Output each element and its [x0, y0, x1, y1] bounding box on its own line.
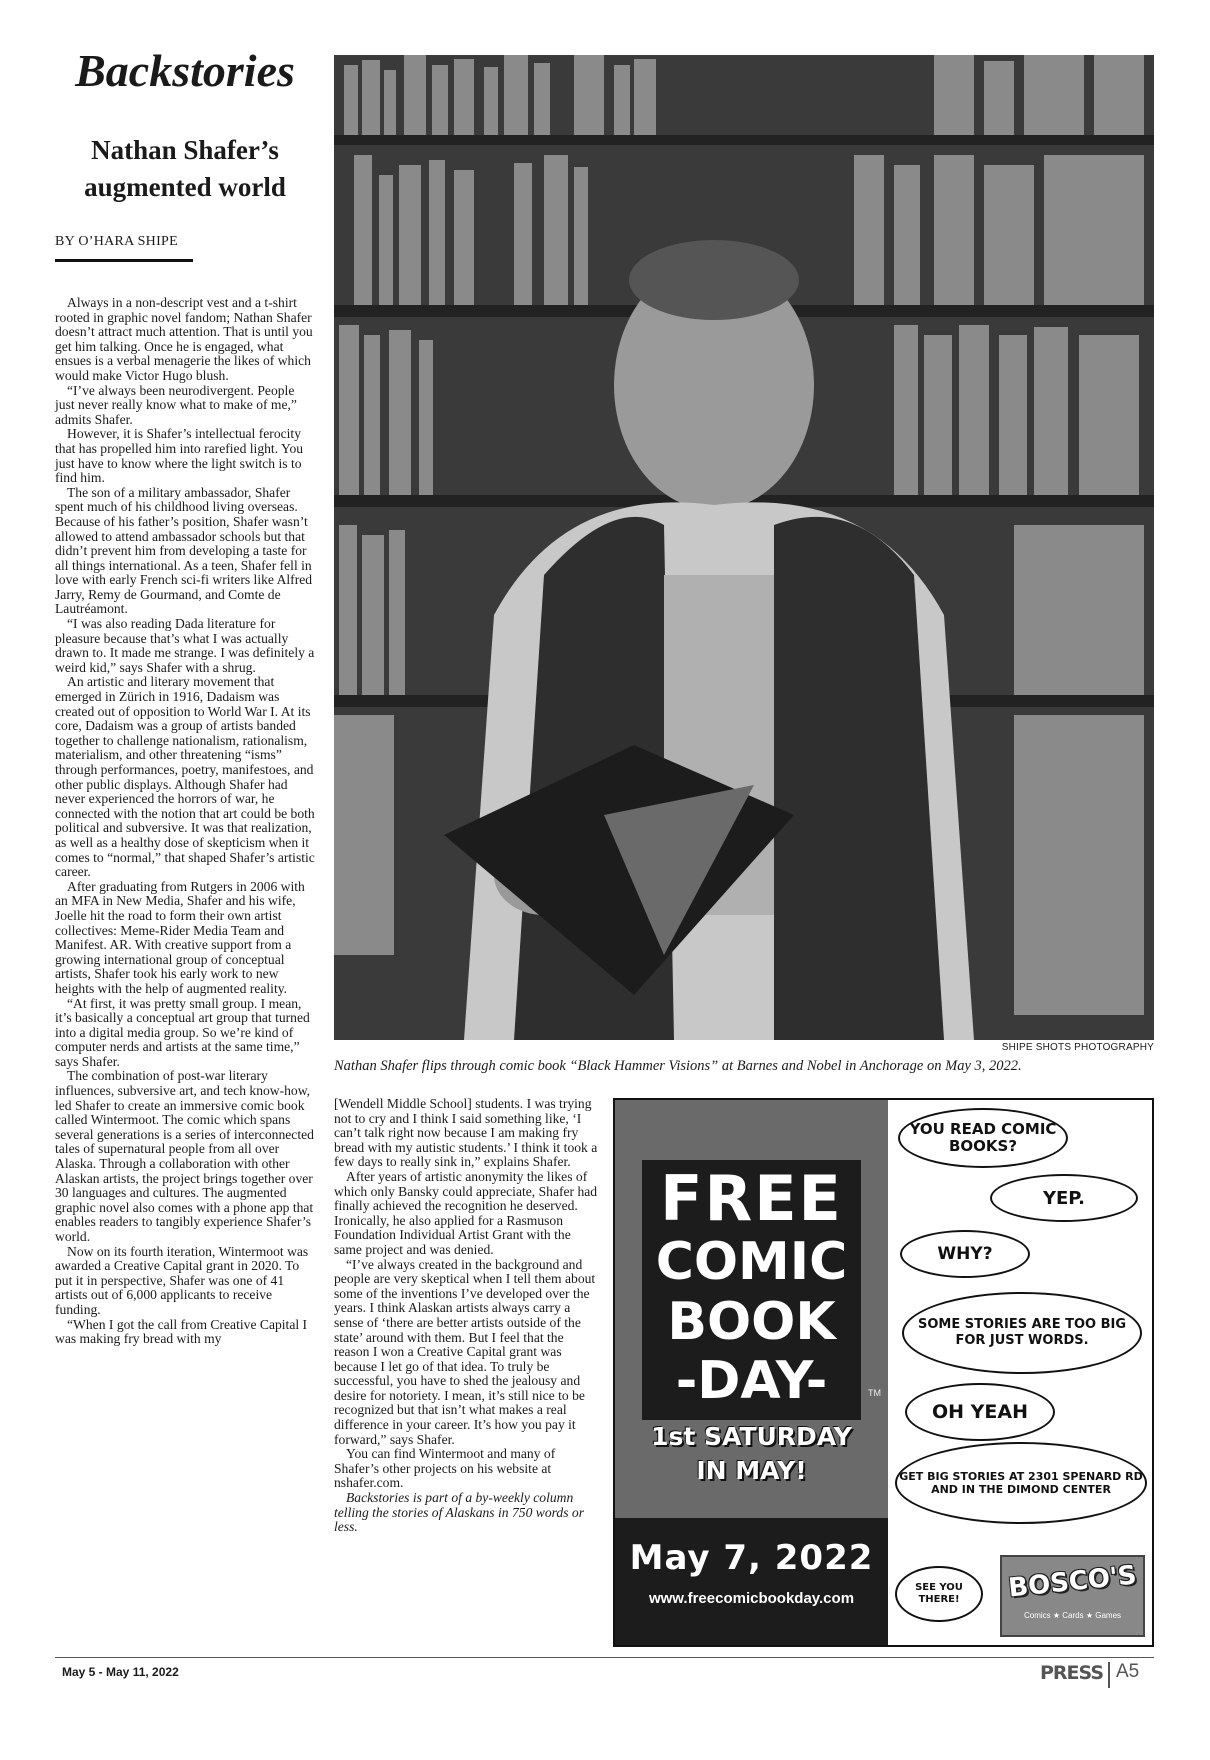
paragraph: Now on its fourth iteration, Wintermoot was awarded a Creative Capital grant in 2020. To put it in perspective, Shafer was one of 41 artists out of 6,000 applicants to receive funding.: [55, 1243, 309, 1317]
column-tagline: Backstories is part of a by-weekly column telling the stories of Alaskans in 750 words or less.: [334, 1490, 584, 1535]
boscos-logo: [1000, 1555, 1145, 1637]
paragraph: “I’ve always created in the background and people are very skeptical when I tell them about some of the inventions I’ve developed over the years. I think Alaskan artists always carry a sense of ‘there are better artists outside of the state’ around with them. But I feel that the reason I won a Creative Capital grant was because I let go of that idea. To truly be successful, you have to shed the jealousy and desire for notoriety. I mean, it’s still nice to be recognized but that isn’t what makes a real difference in your career. It’s how you pay it forward,” says Shafer.: [334, 1256, 596, 1447]
paragraph: The son of a military ambassador, Shafer spent much of his childhood living overseas. Because of his father’s position, Shafer wasn’t allowed to attend ambassador schools but that didn’t prevent him from developing a taste for all things international. As a teen, Shafer fell in love with early French sci-fi writers like Alfred Jarry, Remy de Gourmand, and Comte de Lautréamont.: [55, 484, 313, 617]
issue-date: May 5 - May 11, 2022: [62, 1665, 179, 1679]
ad-saturday-line-2: IN MAY!: [696, 1456, 807, 1485]
section-title: Backstories: [75, 45, 295, 96]
footer-rule: [55, 1657, 1154, 1658]
article-column-1: [55, 296, 317, 1347]
fcbd-line-4: -DAY-: [675, 1351, 828, 1411]
speech-bubble: SOME STORIES ARE TOO BIG FOR JUST WORDS.: [902, 1292, 1142, 1374]
ad-saturday: [615, 1420, 888, 1488]
paragraph: [Wendell Middle School] students. I was trying not to cry and I think I said something like, ‘I can’t talk right now because I am making fry bread with my autistic students.’ I think it took a few days to really sink in,” explains Shafer.: [334, 1096, 598, 1170]
speech-bubble: YOU READ COMIC BOOKS?: [898, 1108, 1068, 1168]
byline-rule: [55, 259, 193, 262]
page-number: A5: [1116, 1661, 1140, 1682]
fcbd-line-1: FREE: [660, 1162, 843, 1235]
fcbd-line-3: BOOK: [667, 1292, 836, 1352]
speech-bubble: SEE YOU THERE!: [895, 1566, 983, 1622]
fcbd-logo: [615, 1160, 888, 1420]
paragraph: “When I got the call from Creative Capital I was making fry bread with my: [55, 1316, 308, 1347]
speech-bubble: WHY?: [900, 1230, 1030, 1278]
trademark: TM: [868, 1388, 881, 1398]
speech-bubble: GET BIG STORIES AT 2301 SPENARD RD AND IN THE DIMOND CENTER: [895, 1442, 1147, 1524]
paragraph: The combination of post-war literary influences, subversive art, and tech know-how, led Shafer to create an immersive comic book called Wintermoot. The comic which spans several generations is a series of interconnected tales of supernatural people from all over Alaska. Through a collaboration with other Alaskan artists, the project brings together over 30 languages and cultures. The augmented graphic novel also comes with a phone app that enables readers to tangibly experience Shafer’s world.: [55, 1068, 314, 1244]
feature-photo: [334, 55, 1154, 1040]
paragraph: “I’ve always been neurodivergent. People just never really know what to make of me,” admits Shafer.: [55, 382, 297, 427]
ad-saturday-line-1: 1st SATURDAY: [651, 1422, 852, 1451]
photo-caption: Nathan Shafer flips through comic book “Black Hammer Visions” at Barnes and Nobel in Anchorage on May 3, 2022.: [334, 1058, 1022, 1074]
fcbd-line-2: COMIC: [655, 1232, 848, 1292]
paragraph: After graduating from Rutgers in 2006 with an MFA in New Media, Shafer and his wife, Joelle hit the road to form their own artist collectives: Meme-Rider Media Team and Manifest. AR. With creative support from a growing international group of conceptual artists, Shafer took his early work to new heights with the help of augmented reality.: [55, 878, 305, 996]
logo-subtext: Comics ★ Cards ★ Games: [1023, 1611, 1122, 1620]
ad-date: May 7, 2022: [629, 1538, 874, 1578]
paragraph: After years of artistic anonymity the likes of which only Bansky could appreciate, Shafer had finally achieved the recognition he deserved. Ironically, he also applied for a Rasmuson Foundation Individual Artist Grant with the same project and was denied.: [334, 1168, 598, 1257]
paragraph: Always in a non-descript vest and a t-shirt rooted in graphic novel fandom; Nathan Shafer doesn’t attract much attention. That is until you get him talking. Once he is engaged, what ensues is a verbal menagerie the likes of which would make Victor Hugo blush.: [55, 295, 313, 383]
footer-divider: [1108, 1662, 1110, 1688]
speech-bubble: OH YEAH: [905, 1383, 1055, 1441]
ad-left-panel: [615, 1100, 888, 1645]
paragraph: “At first, it was pretty small group. I mean, it’s basically a conceptual art group that turned into a digital media group. So we’re kind of computer nerds and artists at the same time,” says Shafer.: [55, 995, 310, 1069]
free-comic-book-day-ad: [613, 1098, 1154, 1647]
article-column-2: [334, 1097, 598, 1535]
paragraph: “I was also reading Dada literature for pleasure because that’s what I was actually drawn to. It made me strange. I was definitely a weird kid,” says Shafer with a shrug.: [55, 616, 315, 675]
paragraph: An artistic and literary movement that emerged in Zürich in 1916, Dadaism was created out of opposition to World War I. At its core, Dadaism was a group of artists banded together to challenge nationalism, rationalism, materialism, and other threatening “isms” through performances, poetry, manifestoes, and other public displays. Although Shafer had never experienced the horrors of war, he connected with the notion that art could be both political and subversive. It was that realization, as well as a healthy dose of skepticism when it comes to “normal,” that shaped Shafer’s artistic career.: [55, 674, 315, 880]
speech-bubble: YEP.: [990, 1174, 1138, 1222]
photo-credit: SHIPE SHOTS PHOTOGRAPHY: [1001, 1042, 1154, 1053]
publication-logo: PRESS: [1040, 1662, 1104, 1684]
byline: BY O’HARA SHIPE: [55, 234, 178, 249]
ad-url[interactable]: www.freecomicbookday.com: [648, 1590, 855, 1607]
headline: Nathan Shafer’s augmented world: [84, 135, 286, 202]
ad-comic-panel: [890, 1100, 1152, 1645]
paragraph: You can find Wintermoot and many of Shafer’s other projects on his website at nshafer.com.: [334, 1446, 556, 1491]
paragraph: However, it is Shafer’s intellectual ferocity that has propelled him into rarefied light. You just have to know where the light switch is to find him.: [55, 426, 304, 486]
logo-text: BOSCO'S: [1007, 1560, 1138, 1604]
